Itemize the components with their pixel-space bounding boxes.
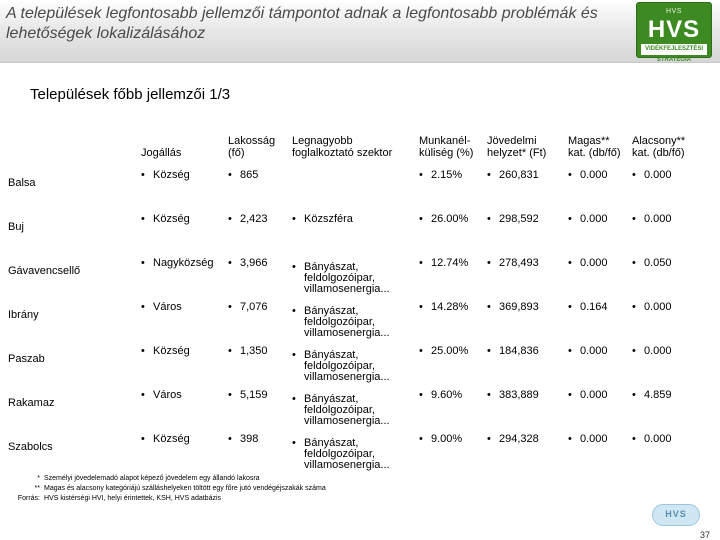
alacsony-cell: • 0.050 [632,258,672,269]
col-header-munkanelkuliseg: Munkanél- küliség (%) [419,135,474,159]
szektor-line: villamosenergia... [304,371,390,383]
szektor-line: • Bányászat, [292,394,390,405]
szektor-cell [292,350,390,383]
szektor-line: feldolgozóipar, [304,360,375,372]
magas-cell: • 0.000 [568,434,608,445]
magas-cell: • 0.164 [568,302,608,313]
jogallas-cell: • Község [141,170,190,181]
szektor-line: villamosenergia... [304,327,390,339]
footnote: ** Magas és alacsony kategóriájú szálláshelyeken töltött egy főre jutó vendégéjszakák száma [34,485,326,492]
page-number: 37 [700,530,711,540]
szektor-cell [292,306,390,339]
munkanelkuliseg-cell: • 2.15% [419,170,462,181]
szektor-line: feldolgozóipar, [304,272,375,284]
col-header-szektor: Legnagyobb foglalkoztató szektor [292,135,393,159]
col-header-alacsony: Alacsony** kat. (db/fő) [632,135,686,159]
szektor-line: feldolgozóipar, [304,404,375,416]
magas-cell: • 0.000 [568,346,608,357]
settlement-name: Gávavencsellő [8,265,81,277]
alacsony-cell: • 0.000 [632,434,672,445]
jogallas-cell: • Község [141,434,190,445]
lakossag-cell: • 5,159 [228,390,268,401]
szektor-line: • Bányászat, [292,262,390,273]
munkanelkuliseg-cell: • 25.00% [419,346,468,357]
jovedelmi-cell: • 298,592 [487,214,539,225]
lakossag-cell: • 3,966 [228,258,268,269]
settlement-name: Rakamaz [8,397,55,409]
settlement-name: Ibrány [8,309,39,321]
slide-header [0,0,720,63]
jogallas-cell: • Város [141,302,182,313]
szektor-line: villamosenergia... [304,283,390,295]
szektor-line: • Bányászat, [292,306,390,317]
jogallas-cell: • Nagyközség [141,258,214,269]
hvs-logo-small-text: HVS [666,8,682,15]
jogallas-cell: • Község [141,214,190,225]
szektor-line: • Bányászat, [292,438,390,449]
col-header-lakossag: Lakosság (fő) [228,135,276,159]
lakossag-cell: • 2,423 [228,214,268,225]
alacsony-cell: • 0.000 [632,302,672,313]
jogallas-cell: • Község [141,346,190,357]
lakossag-cell: • 865 [228,170,258,181]
magas-cell: • 0.000 [568,390,608,401]
szektor-cell [292,438,390,471]
szektor-line: • Közszféra [292,214,353,225]
alacsony-cell: • 4.859 [632,390,672,401]
jovedelmi-cell: • 184,836 [487,346,539,357]
footnotes [4,474,624,504]
szektor-line: feldolgozóipar, [304,448,375,460]
lakossag-cell: • 1,350 [228,346,268,357]
table-subtitle: Települések főbb jellemzői 1/3 [30,86,231,103]
col-header-jovedelmi: Jövedelmi helyzet* (Ft) [487,135,547,159]
alacsony-cell: • 0.000 [632,170,672,181]
hvs-logo-bar-text: VIDÉKFEJLESZTÉSI STRATÉGIA [641,44,707,55]
jovedelmi-cell: • 260,831 [487,170,539,181]
jovedelmi-cell: • 278,493 [487,258,539,269]
settlement-name: Szabolcs [8,441,53,453]
munkanelkuliseg-cell: • 9.00% [419,434,462,445]
szektor-cell [292,214,353,225]
szektor-cell [292,394,390,427]
alacsony-cell: • 0.000 [632,346,672,357]
settlement-name: Balsa [8,177,36,189]
szektor-line: • Bányászat, [292,350,390,361]
magas-cell: • 0.000 [568,258,608,269]
alacsony-cell: • 0.000 [632,214,672,225]
szektor-line: villamosenergia... [304,459,390,471]
hvs-logo [636,2,712,63]
settlement-name: Buj [8,221,24,233]
munkanelkuliseg-cell: • 26.00% [419,214,468,225]
jogallas-cell: • Város [141,390,182,401]
munkanelkuliseg-cell: • 9.60% [419,390,462,401]
jovedelmi-cell: • 383,889 [487,390,539,401]
munkanelkuliseg-cell: • 14.28% [419,302,468,313]
jovedelmi-cell: • 369,893 [487,302,539,313]
footnote: * Személyi jövedelemadó alapot képező jövedelem egy állandó lakosra [37,475,260,482]
settlement-name: Paszab [8,353,45,365]
lakossag-cell: • 398 [228,434,258,445]
hvs-logo-mark: HVS [647,16,701,43]
jovedelmi-cell: • 294,328 [487,434,539,445]
szektor-cell [292,262,390,295]
footer-logo: HVS [652,504,700,526]
col-header-magas: Magas** kat. (db/fő) [568,135,621,159]
slide-title: A települések legfontosabb jellemzői támpontot adnak a legfontosabb problémák és lehetőségek lokalizálásához [6,5,598,42]
source-note: Forrás: HVS kistérségi HVI, helyi érintettek, KSH, HVS adatbázis [17,495,222,502]
munkanelkuliseg-cell: • 12.74% [419,258,468,269]
szektor-line: feldolgozóipar, [304,316,375,328]
col-header-jogallas: Jogállás [141,147,182,159]
lakossag-cell: • 7,076 [228,302,268,313]
magas-cell: • 0.000 [568,170,608,181]
szektor-line: villamosenergia... [304,415,390,427]
magas-cell: • 0.000 [568,214,608,225]
